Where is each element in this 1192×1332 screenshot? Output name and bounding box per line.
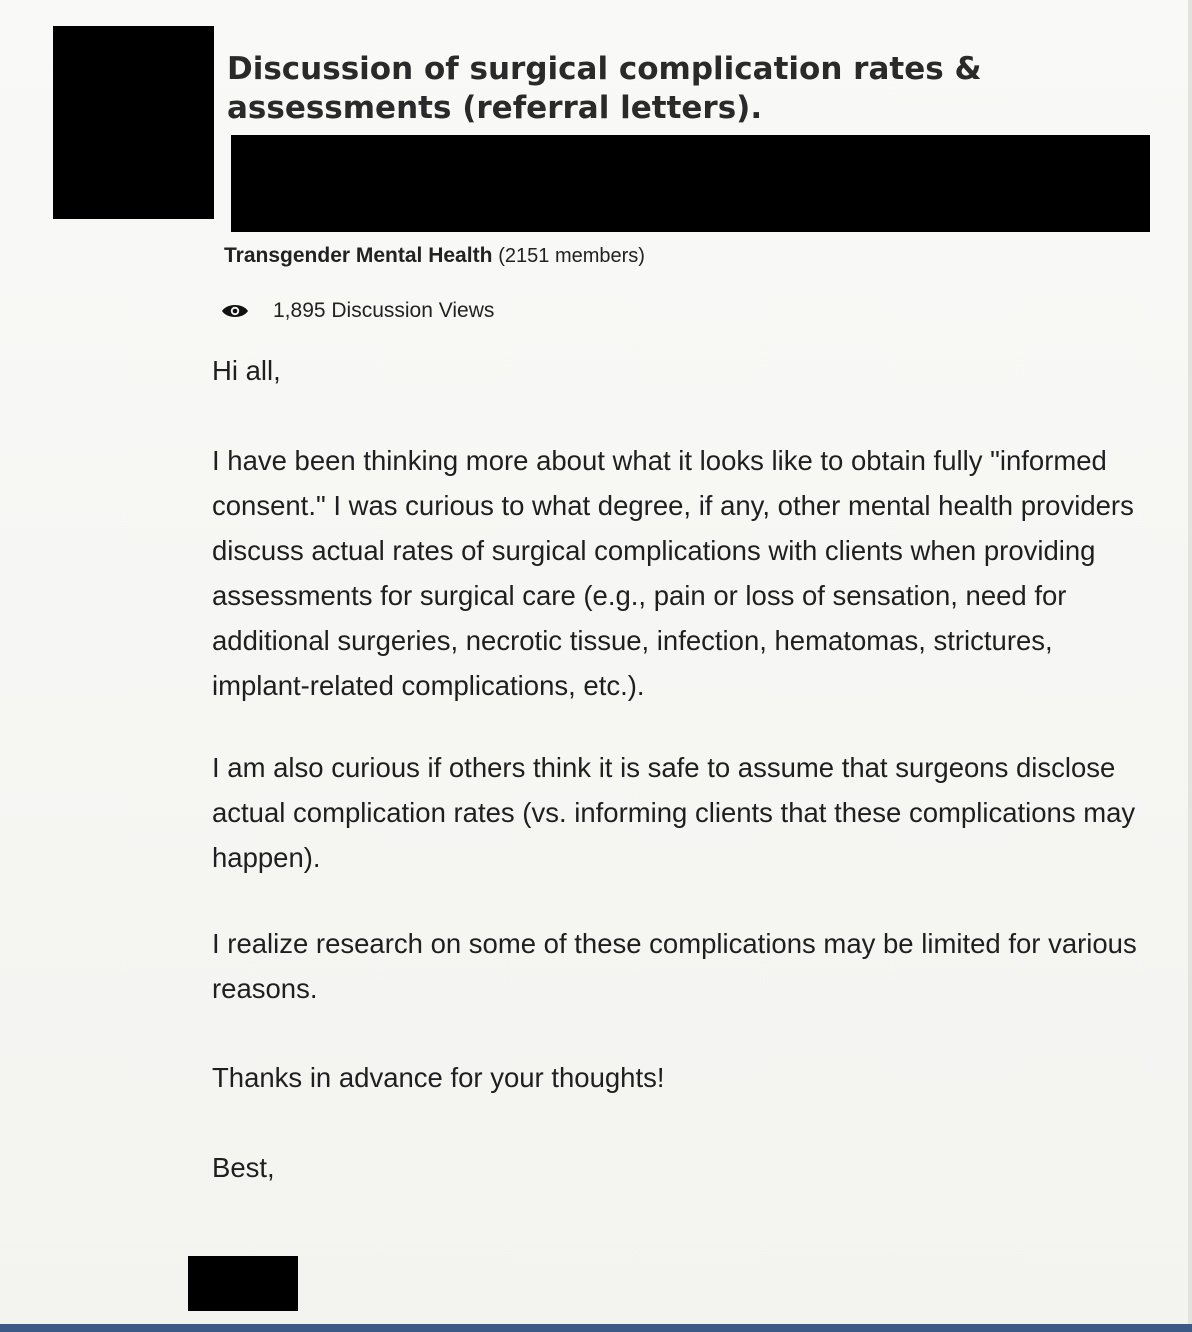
footer-bar: [0, 1324, 1192, 1332]
views-count: 1,895 Discussion Views: [273, 299, 495, 322]
post-title: Discussion of surgical complication rates & assessments (referral letters).: [227, 51, 982, 126]
redacted-author-info: [231, 135, 1150, 232]
post-paragraph: I realize research on some of these complications may be limited for various reasons.: [212, 928, 1137, 1004]
group-member-count: (2151 members): [498, 245, 645, 267]
eye-icon: [221, 303, 249, 319]
discussion-views: [221, 296, 494, 326]
group-name-link[interactable]: Transgender Mental Health: [224, 244, 493, 267]
redacted-signature: [188, 1256, 298, 1311]
post-signoff: Best,: [212, 1152, 275, 1183]
post-greeting: Hi all,: [212, 355, 281, 386]
post-thanks: Thanks in advance for your thoughts!: [212, 1062, 665, 1093]
post-body: [212, 348, 1157, 1190]
group-info: [224, 241, 645, 271]
redacted-avatar: [53, 26, 214, 219]
page-edge: [1188, 0, 1192, 1332]
post-paragraph: I have been thinking more about what it looks like to obtain fully "informed consent." I was curious to what degree, if any, other mental health providers discuss actual rates of surgical complications with clients when providing assessments for surgical care (e.g., pain or loss of sensation, need for additional surgeries, necrotic tissue, infection, hematomas, strictures, implant-related complications, etc.).: [212, 445, 1134, 701]
post-paragraph: I am also curious if others think it is safe to assume that surgeons disclose actual complication rates (vs. informing clients that these complications may happen).: [212, 752, 1136, 873]
